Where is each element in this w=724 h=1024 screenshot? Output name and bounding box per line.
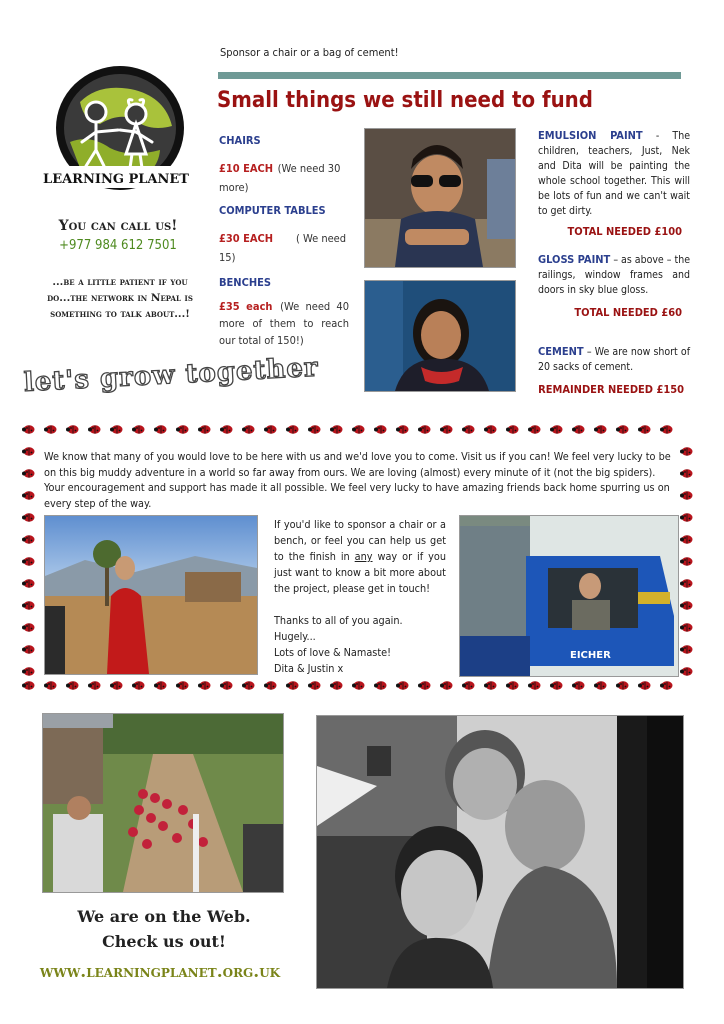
ladybird-icon [680,512,694,522]
phone-number[interactable]: +977 984 612 7501 [59,238,177,253]
ladybird-icon [22,490,36,500]
ladybird-icon [484,680,498,690]
ladybird-icon [242,680,256,690]
header-divider [218,72,681,79]
ladybird-icon [286,680,300,690]
ladybird-icon [242,424,256,434]
page-title: Small things we still need to fund [217,88,593,113]
item-heading: GLOSS PAINT [538,253,611,266]
item-chairs [219,134,359,195]
logo-text: LEARNING PLANET [43,172,189,187]
letter-text-a: If you'd like to sponsor a chair or a bench, or feel you can help us get to the finish in [274,518,446,563]
item-cement [538,344,690,396]
item-heading: BENCHES [219,276,272,289]
letter-text-b: way or if you just want to know a bit more about the project, please get in touch! [274,550,446,595]
ladybird-icon [44,424,58,434]
item-text: – as above – the railings, window frames and doors in sky blue gloss. [538,254,691,296]
children-grandmother-photo [316,715,684,989]
item-text: – We are now short of 20 sacks of cement. [538,346,691,373]
ladybird-icon [594,424,608,434]
ladybird-icon [22,446,36,456]
ladybird-icon [638,424,652,434]
ladybird-icon [440,680,454,690]
ladybird-icon [594,680,608,690]
call-us-label: You can call us! [58,218,178,234]
ladybird-icon [680,446,694,456]
letter-thanks: Thanks to all of you again. Hugely... [274,614,403,643]
ladybird-icon [638,680,652,690]
item-heading: EMULSION PAINT [538,129,643,142]
ladybird-icon [616,680,630,690]
ladybird-icon [22,600,36,610]
ladybird-icon [132,680,146,690]
ladybird-icon [132,424,146,434]
grow-together-slogan: let's grow together [23,352,320,398]
ladybird-icon [330,424,344,434]
ladybird-icon [88,424,102,434]
ladybird-icon [440,424,454,434]
ladybird-icon [528,424,542,434]
item-gloss-paint [538,252,690,319]
ladybird-icon [396,680,410,690]
network-note: ...be a little patient if you do...the network in Nepal is something to talk about...! [47,276,193,320]
truck-brand: EICHER [570,650,611,661]
woman-village-photo [44,515,258,675]
ladybird-icon [680,490,694,500]
ladybird-icon [418,680,432,690]
ladybird-icon [308,424,322,434]
ladybird-icon [176,424,190,434]
ladybird-icon [110,680,124,690]
ladybird-icon [680,578,694,588]
girl-portrait-photo [364,280,516,392]
website-link[interactable]: www.learningplanet.org.uk [39,962,281,982]
ladybird-icon [396,424,410,434]
item-text: - The children, teachers, Just, Nek and Dita will be painting the whole school together. This will be lots of fun and we can't wait to get dirty. [538,130,691,217]
item-price: £35 each [219,300,273,313]
ladybird-icon [22,534,36,544]
ladybird-icon [484,424,498,434]
ladybird-icon [462,680,476,690]
ladybird-icon [550,424,564,434]
ladybird-icon [22,424,36,434]
village-crowd-photo [42,713,284,893]
ladybird-icon [88,680,102,690]
ladybird-icon [528,680,542,690]
ladybird-icon [154,424,168,434]
ladybird-icon [418,424,432,434]
web-line-2: Check us out! [102,932,226,951]
item-note: (We need 30 more) [219,162,341,194]
ladybird-icon [680,600,694,610]
ladybird-icon [22,680,36,690]
ladybird-icon [680,666,694,676]
ladybird-icon [22,666,36,676]
item-emulsion-paint [538,128,690,238]
ladybird-icon [680,644,694,654]
item-total: TOTAL NEEDED £100 [567,225,682,238]
ladybird-icon [352,680,366,690]
sponsor-tagline: Sponsor a chair or a bag of cement! [220,46,399,59]
ladybird-icon [66,424,80,434]
ladybird-icon [680,622,694,632]
ladybird-icon [220,680,234,690]
item-note: ( We need 15) [219,232,347,264]
ladybird-icon [616,424,630,434]
item-total: TOTAL NEEDED £60 [574,306,682,319]
ladybird-icon [286,424,300,434]
ladybird-icon [374,680,388,690]
learning-planet-logo [40,62,192,202]
item-computer-tables [219,204,359,265]
letter-signature: Dita & Justin x [274,662,344,675]
ladybird-icon [22,644,36,654]
item-total: REMAINDER NEEDED £150 [538,383,684,396]
ladybird-icon [22,556,36,566]
ladybird-icon [572,680,586,690]
web-line-1: We are on the Web. [77,907,251,926]
ladybird-icon [22,512,36,522]
ladybird-icon [660,424,674,434]
ladybird-icon [22,578,36,588]
ladybird-icon [660,680,674,690]
ladybird-icon [308,680,322,690]
ladybird-icon [22,622,36,632]
ladybird-icon [550,680,564,690]
ladybird-icon [572,424,586,434]
sponsor-letter [274,517,446,677]
ladybird-icon [374,424,388,434]
ladybird-icon [506,680,520,690]
letter-emphasis: any [354,550,373,563]
ladybird-icon [680,468,694,478]
ladybird-icon [264,680,278,690]
ladybird-icon [506,424,520,434]
ladybird-icon [66,680,80,690]
boy-sunglasses-photo [364,128,516,268]
web-callout [44,907,284,951]
ladybird-icon [352,424,366,434]
item-heading: CEMENT [538,345,584,358]
ladybird-icon [680,534,694,544]
item-heading: COMPUTER TABLES [219,204,326,217]
ladybird-icon [44,680,58,690]
ladybird-icon [176,680,190,690]
ladybird-icon [198,424,212,434]
item-heading: CHAIRS [219,134,261,147]
ladybird-icon [462,424,476,434]
ladybird-icon [110,424,124,434]
item-benches [219,276,349,348]
truck-driver-photo [459,515,679,677]
item-price: £30 EACH [219,232,274,245]
ladybird-icon [198,680,212,690]
intro-paragraph: We know that many of you would love to be here with us and we'd love you to come. Visit us if you can! We feel very lucky to be on this big muddy adventure in a world so far away from ours. We are loving (almost) every minute of it (not the big spiders). Your encouragement and support has made it all possible. We feel very lucky to have amazing friends back home spurring us on every step of the way. [44,450,671,510]
item-note: (We need 40 more of them to reach our total of 150!) [219,300,349,347]
letter-love: Lots of love & Namaste! [274,646,392,659]
ladybird-icon [264,424,278,434]
ladybird-icon [680,556,694,566]
ladybird-icon [330,680,344,690]
ladybird-icon [154,680,168,690]
item-price: £10 EACH [219,162,274,175]
ladybird-icon [220,424,234,434]
ladybird-icon [22,468,36,478]
